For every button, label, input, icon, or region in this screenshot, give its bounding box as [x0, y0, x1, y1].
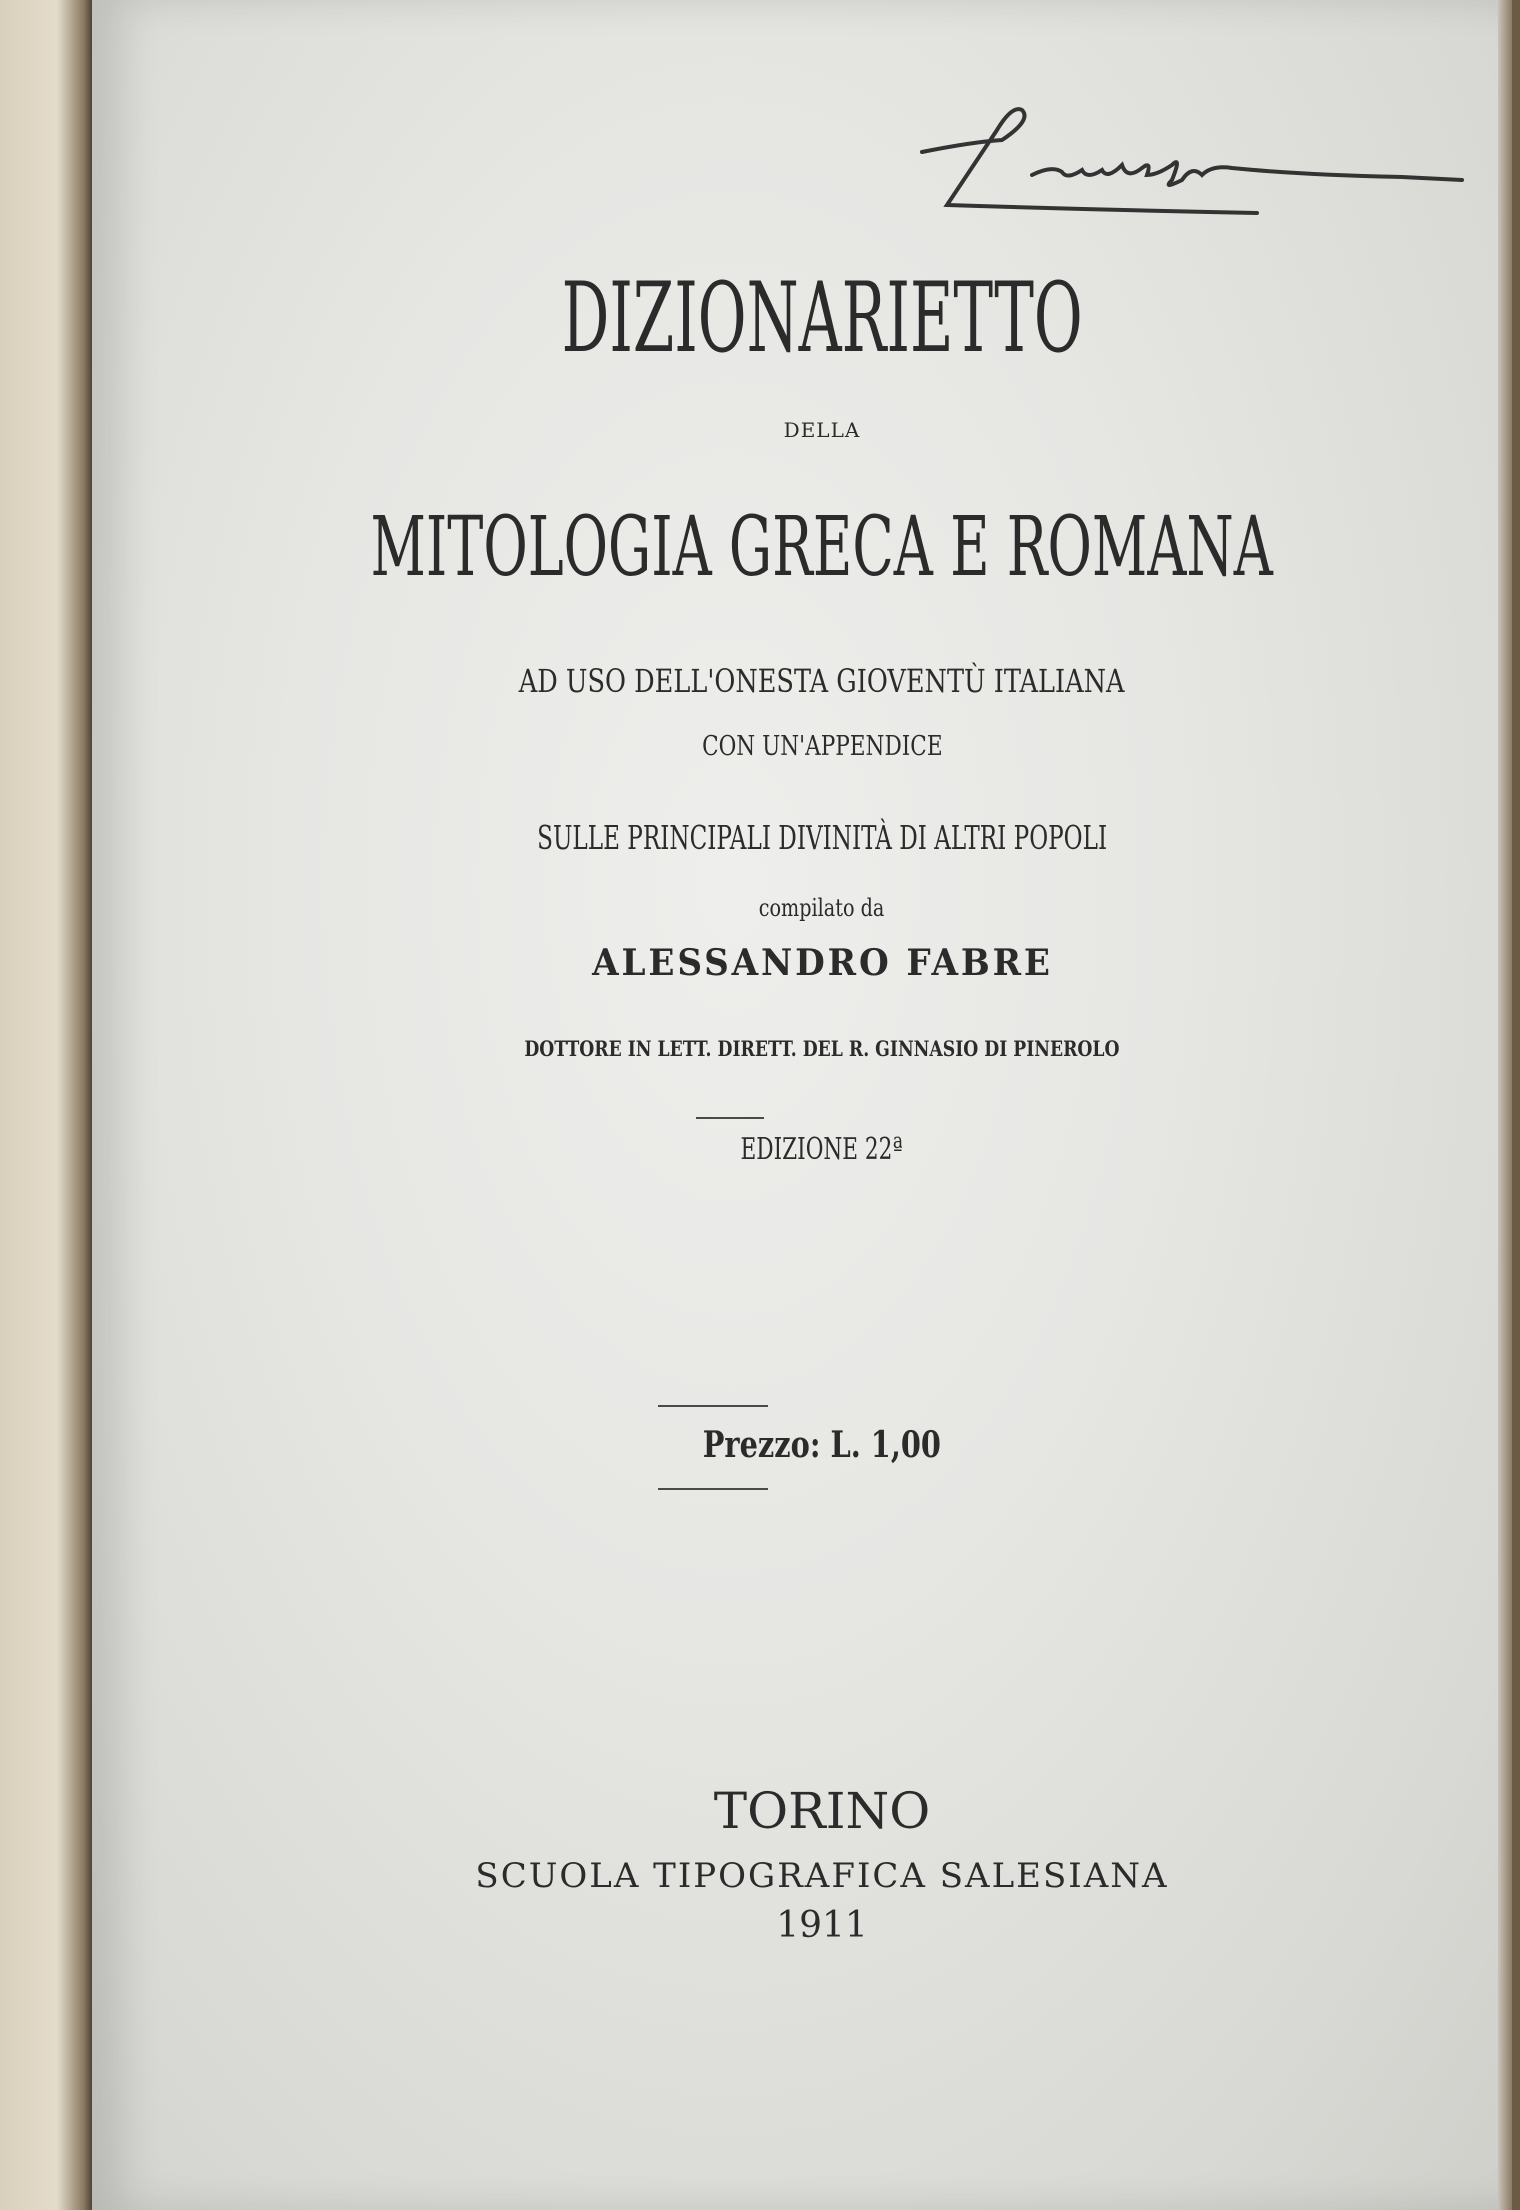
compiled-by: compilato da [759, 894, 885, 922]
book-title: DIZIONARIETTO [561, 262, 1083, 374]
handwritten-signature [902, 80, 1520, 220]
book-cover-edge [0, 0, 95, 2210]
book-subtitle: MITOLOGIA GRECA E ROMANA [370, 500, 1274, 595]
appendix-line: CON UN'APPENDICE [701, 731, 943, 762]
appendix-topic-line: SULLE PRINCIPALI DIVINITÀ DI ALTRI POPOLI [537, 818, 1107, 857]
purpose-line: AD USO DELL'ONESTA GIOVENTÙ ITALIANA [519, 662, 1125, 700]
author-credentials: DOTTORE IN LETT. DIRETT. DEL R. GINNASIO DI PINEROLO [524, 1036, 1120, 1061]
edition: EDIZIONE 22ª [740, 1132, 904, 1167]
publication-city: TORINO [713, 1782, 931, 1840]
divider-rule [696, 1117, 764, 1119]
author-name: ALESSANDRO FABRE [591, 942, 1053, 984]
publication-year: 1911 [776, 1905, 868, 1946]
publisher: SCUOLA TIPOGRAFICA SALESIANA [475, 1856, 1169, 1896]
title-page [92, 0, 1512, 2210]
price: Prezzo: L. 1,00 [702, 1424, 942, 1466]
price-rule-top [658, 1405, 768, 1407]
title-connector: DELLA [783, 418, 861, 442]
price-rule-bottom [658, 1488, 768, 1490]
